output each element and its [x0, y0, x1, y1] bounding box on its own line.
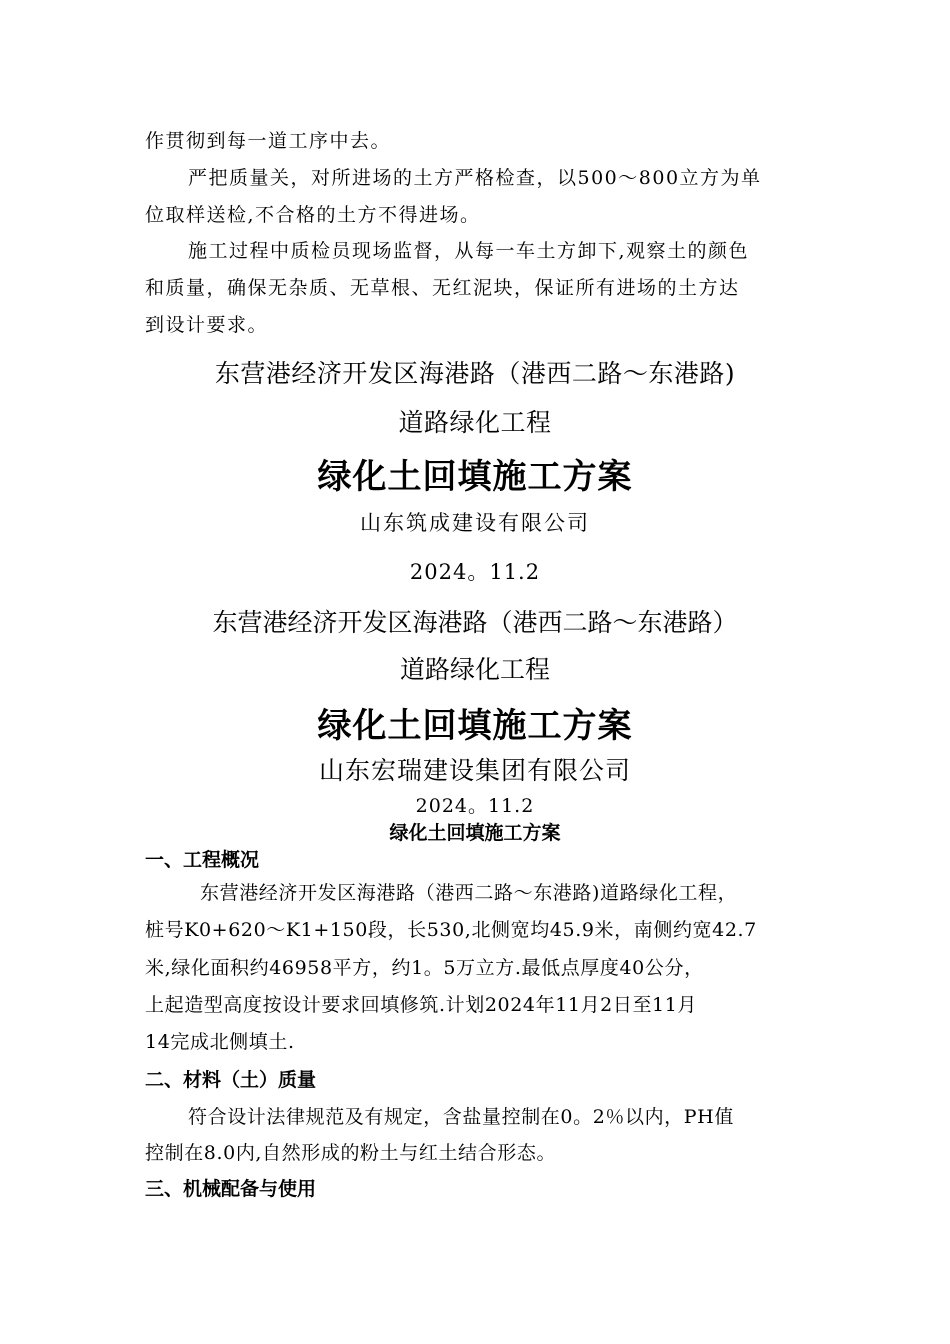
intro-line: 位取样送检,不合格的土方不得进场。 [145, 204, 481, 226]
intro-line: 到设计要求。 [145, 314, 269, 336]
section2-heading: 二、材料（土）质量 [145, 1069, 317, 1091]
section1-line: 桩号K0+620～K1+150段，长530,北侧宽均45.9米，南侧约宽42.7 [145, 919, 757, 941]
cover2-date: 2024。11.2 [415, 795, 535, 817]
intro-line: 和质量，确保无杂质、无草根、无红泥块，保证所有进场的土方达 [145, 277, 740, 299]
cover2-title: 绿化土回填施工方案 [317, 706, 633, 746]
cover2-company: 山东宏瑞建设集团有限公司 [318, 756, 631, 785]
section1-line: 米,绿化面积约46958平方，约1。5万立方.最低点厚度40公分， [145, 957, 704, 979]
section2-line: 符合设计法律规范及有规定，含盐量控制在0。2％以内，PH值 [188, 1106, 734, 1128]
section2-line: 控制在8.0内,自然形成的粉土与红土结合形态。 [145, 1142, 557, 1164]
cover1-project-subtitle: 道路绿化工程 [398, 408, 552, 437]
section3-heading: 三、机械配备与使用 [145, 1178, 317, 1200]
section1-line: 14完成北侧填土. [145, 1031, 295, 1053]
section1-heading: 一、工程概况 [145, 849, 260, 871]
intro-line: 施工过程中质检员现场监督，从每一车土方卸下,观察土的颜色 [188, 240, 750, 262]
cover2-project-name: 东营港经济开发区海港路（港西二路～东港路） [212, 608, 738, 637]
intro-line: 严把质量关，对所进场的土方严格检查，以500～800立方为单 [188, 167, 762, 189]
cover2-project-subtitle: 道路绿化工程 [399, 655, 550, 684]
doc-title: 绿化土回填施工方案 [389, 822, 561, 844]
cover1-company: 山东筑成建设有限公司 [360, 511, 590, 535]
cover1-project-name: 东营港经济开发区海港路（港西二路～东港路) [214, 359, 736, 388]
cover1-date: 2024。11.2 [409, 560, 541, 584]
section1-line: 东营港经济开发区海港路（港西二路～东港路)道路绿化工程， [200, 882, 738, 904]
cover1-title: 绿化土回填施工方案 [317, 457, 633, 497]
section1-line: 上起造型高度按设计要求回填修筑.计划2024年11月2日至11月 [145, 994, 698, 1016]
intro-line: 作贯彻到每一道工序中去。 [145, 130, 392, 152]
